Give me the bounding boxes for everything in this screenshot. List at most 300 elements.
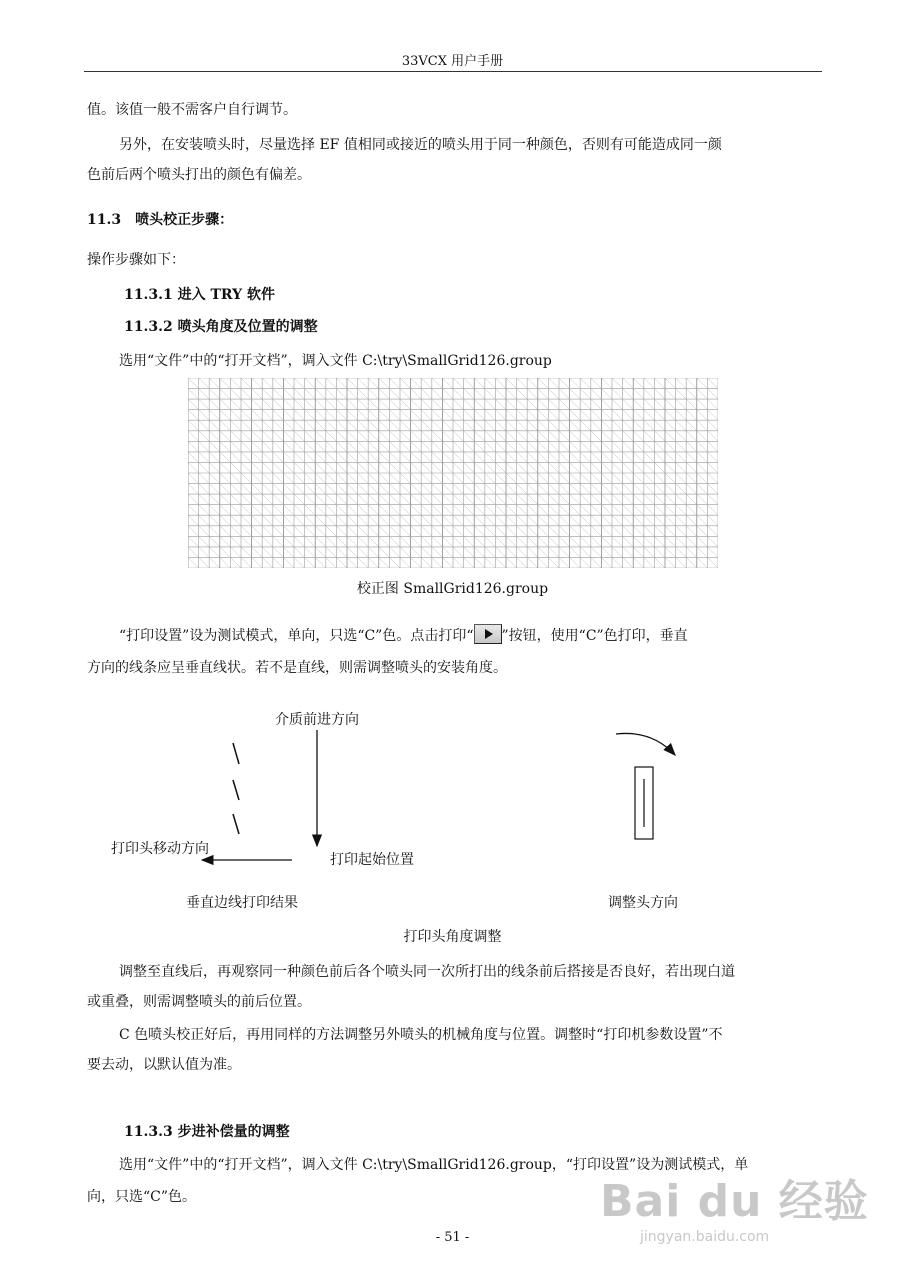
grid-diagonal-line: [453, 547, 464, 558]
grid-diagonal-line: [686, 494, 697, 505]
grid-diagonal-line: [654, 557, 665, 568]
grid-diagonal-line: [453, 441, 464, 452]
grid-diagonal-line: [358, 462, 369, 473]
grid-diagonal-line: [273, 473, 284, 484]
grid-diagonal-line: [633, 410, 644, 421]
grid-diagonal-line: [336, 431, 347, 442]
grid-diagonal-line: [453, 410, 464, 421]
grid-diagonal-line: [474, 505, 485, 516]
grid-diagonal-line: [252, 505, 263, 516]
grid-diagonal-line: [485, 557, 496, 568]
paragraph-install-line1: 另外，在安装喷头时，尽量选择 EF 值相同或接近的喷头用于同一种颜色，否则有可能造成同一颜: [119, 137, 722, 153]
grid-diagonal-line: [262, 557, 273, 568]
grid-diagonal-line: [591, 452, 602, 463]
grid-diagonal-line: [464, 420, 475, 431]
grid-diagonal-line: [644, 505, 655, 516]
grid-diagonal-line: [389, 389, 400, 400]
grid-diagonal-line: [442, 547, 453, 558]
grid-diagonal-line: [315, 399, 326, 410]
grid-diagonal-line: [697, 431, 708, 442]
grid-diagonal-line: [442, 452, 453, 463]
grid-diagonal-line: [697, 399, 708, 410]
grid-diagonal-line: [485, 462, 496, 473]
grid-diagonal-line: [442, 441, 453, 452]
grid-diagonal-line: [580, 378, 591, 389]
grid-diagonal-line: [686, 536, 697, 547]
grid-diagonal-line: [241, 526, 252, 537]
grid-diagonal-line: [686, 431, 697, 442]
grid-diagonal-line: [644, 378, 655, 389]
grid-diagonal-line: [389, 399, 400, 410]
grid-diagonal-line: [326, 431, 337, 442]
grid-diagonal-line: [697, 378, 708, 389]
grid-diagonal-line: [262, 526, 273, 537]
grid-diagonal-line: [389, 452, 400, 463]
grid-diagonal-line: [347, 515, 358, 526]
grid-diagonal-line: [517, 473, 528, 484]
grid-diagonal-line: [294, 494, 305, 505]
grid-diagonal-line: [538, 410, 549, 421]
grid-diagonal-line: [601, 473, 612, 484]
grid-diagonal-line: [283, 473, 294, 484]
grid-diagonal-line: [411, 410, 422, 421]
grid-diagonal-line: [432, 452, 443, 463]
grid-diagonal-line: [633, 441, 644, 452]
grid-diagonal-line: [548, 389, 559, 400]
grid-diagonal-line: [336, 505, 347, 516]
grid-diagonal-line: [294, 420, 305, 431]
grid-diagonal-line: [199, 420, 210, 431]
grid-diagonal-line: [432, 420, 443, 431]
steps-intro: 操作步骤如下：: [87, 252, 185, 268]
grid-diagonal-line: [283, 410, 294, 421]
grid-diagonal-line: [570, 547, 581, 558]
grid-diagonal-line: [527, 389, 538, 400]
grid-diagonal-line: [305, 505, 316, 516]
grid-diagonal-line: [305, 389, 316, 400]
paragraph-install-line2: 色前后两个喷头打出的颜色有偏差。: [87, 167, 311, 183]
grid-diagonal-line: [686, 473, 697, 484]
grid-diagonal-line: [230, 505, 241, 516]
grid-diagonal-line: [188, 484, 199, 495]
grid-diagonal-line: [358, 547, 369, 558]
grid-diagonal-line: [358, 473, 369, 484]
grid-diagonal-line: [612, 526, 623, 537]
grid-diagonal-line: [199, 410, 210, 421]
grid-diagonal-line: [336, 452, 347, 463]
grid-diagonal-line: [676, 484, 687, 495]
grid-diagonal-line: [305, 462, 316, 473]
grid-diagonal-line: [644, 473, 655, 484]
grid-diagonal-line: [538, 536, 549, 547]
page-header: 33VCX 用户手册: [401, 54, 504, 69]
print-instruction-part-a: “打印设置”设为测试模式，单向，只选“C”色。点击打印“: [119, 628, 474, 644]
grid-diagonal-line: [230, 536, 241, 547]
grid-diagonal-line: [421, 557, 432, 568]
grid-diagonal-line: [559, 410, 570, 421]
grid-diagonal-line: [580, 399, 591, 410]
grid-diagonal-line: [548, 484, 559, 495]
grid-diagonal-line: [432, 378, 443, 389]
grid-diagonal-line: [644, 410, 655, 421]
grid-diagonal-line: [676, 410, 687, 421]
grid-diagonal-line: [442, 431, 453, 442]
grid-diagonal-line: [538, 494, 549, 505]
paragraph-ef-value: 值。该值一般不需客户自行调节。: [87, 102, 297, 118]
grid-diagonal-line: [326, 484, 337, 495]
grid-diagonal-line: [580, 389, 591, 400]
grid-diagonal-line: [559, 536, 570, 547]
grid-diagonal-line: [495, 484, 506, 495]
grid-diagonal-line: [633, 547, 644, 558]
grid-diagonal-line: [644, 484, 655, 495]
grid-diagonal-line: [273, 526, 284, 537]
grid-diagonal-line: [262, 389, 273, 400]
grid-diagonal-line: [305, 410, 316, 421]
grid-diagonal-line: [665, 378, 676, 389]
grid-diagonal-line: [707, 547, 718, 558]
grid-diagonal-line: [220, 536, 231, 547]
grid-diagonal-line: [347, 547, 358, 558]
grid-diagonal-line: [358, 410, 369, 421]
grid-diagonal-line: [601, 431, 612, 442]
grid-diagonal-line: [411, 536, 422, 547]
grid-diagonal-line: [591, 557, 602, 568]
grid-diagonal-line: [379, 441, 390, 452]
print-start-label: 打印起始位置: [330, 852, 414, 868]
grid-diagonal-line: [676, 420, 687, 431]
grid-diagonal-line: [485, 494, 496, 505]
grid-diagonal-line: [580, 441, 591, 452]
grid-diagonal-line: [570, 505, 581, 516]
grid-diagonal-line: [453, 452, 464, 463]
grid-diagonal-line: [633, 473, 644, 484]
grid-diagonal-line: [686, 420, 697, 431]
grid-diagonal-line: [273, 399, 284, 410]
grid-diagonal-line: [421, 389, 432, 400]
grid-diagonal-line: [676, 431, 687, 442]
grid-diagonal-line: [336, 410, 347, 421]
grid-diagonal-line: [241, 378, 252, 389]
grid-diagonal-line: [527, 378, 538, 389]
grid-diagonal-line: [612, 420, 623, 431]
grid-diagonal-line: [633, 526, 644, 537]
grid-diagonal-line: [495, 515, 506, 526]
grid-diagonal-line: [686, 484, 697, 495]
grid-diagonal-line: [241, 410, 252, 421]
grid-diagonal-line: [559, 420, 570, 431]
grid-diagonal-line: [591, 515, 602, 526]
grid-diagonal-line: [654, 431, 665, 442]
grid-diagonal-line: [347, 399, 358, 410]
grid-diagonal-line: [464, 526, 475, 537]
grid-diagonal-line: [252, 494, 263, 505]
grid-diagonal-line: [400, 452, 411, 463]
section-title: 11.3 喷头校正步骤：: [87, 212, 234, 228]
grid-caption: 校正图 SmallGrid126.group: [356, 581, 549, 597]
grid-diagonal-line: [326, 494, 337, 505]
grid-diagonal-line: [326, 420, 337, 431]
grid-diagonal-line: [559, 557, 570, 568]
grid-diagonal-line: [676, 526, 687, 537]
grid-diagonal-line: [548, 515, 559, 526]
grid-diagonal-line: [368, 462, 379, 473]
grid-diagonal-line: [421, 399, 432, 410]
grid-diagonal-line: [209, 526, 220, 537]
grid-diagonal-line: [474, 557, 485, 568]
grid-diagonal-line: [570, 473, 581, 484]
head-move-direction-label: 打印头移动方向: [111, 841, 209, 857]
grid-diagonal-line: [368, 557, 379, 568]
grid-diagonal-line: [676, 505, 687, 516]
grid-diagonal-line: [506, 441, 517, 452]
grid-diagonal-line: [411, 505, 422, 516]
grid-diagonal-line: [220, 515, 231, 526]
grid-diagonal-line: [453, 515, 464, 526]
grid-diagonal-line: [559, 378, 570, 389]
grid-diagonal-line: [220, 494, 231, 505]
grid-diagonal-line: [570, 452, 581, 463]
grid-diagonal-line: [347, 494, 358, 505]
rotation-arrow-icon: [616, 733, 675, 755]
grid-diagonal-line: [358, 505, 369, 516]
grid-diagonal-line: [336, 473, 347, 484]
grid-diagonal-line: [252, 420, 263, 431]
grid-diagonal-line: [697, 452, 708, 463]
grid-diagonal-line: [654, 473, 665, 484]
grid-diagonal-line: [548, 462, 559, 473]
grid-diagonal-line: [188, 557, 199, 568]
grid-diagonal-line: [252, 526, 263, 537]
grid-diagonal-line: [538, 441, 549, 452]
grid-diagonal-line: [262, 515, 273, 526]
grid-diagonal-line: [538, 389, 549, 400]
grid-diagonal-line: [432, 473, 443, 484]
grid-diagonal-line: [644, 399, 655, 410]
grid-diagonal-line: [623, 473, 634, 484]
grid-diagonal-line: [633, 557, 644, 568]
grid-diagonal-line: [623, 505, 634, 516]
grid-diagonal-line: [453, 378, 464, 389]
grid-diagonal-line: [220, 526, 231, 537]
grid-diagonal-line: [474, 431, 485, 442]
grid-diagonal-line: [654, 515, 665, 526]
grid-diagonal-line: [442, 515, 453, 526]
grid-diagonal-line: [644, 431, 655, 442]
grid-diagonal-line: [601, 410, 612, 421]
grid-diagonal-line: [612, 494, 623, 505]
grid-diagonal-line: [453, 494, 464, 505]
grid-diagonal-line: [485, 410, 496, 421]
grid-diagonal-line: [241, 420, 252, 431]
grid-diagonal-line: [442, 494, 453, 505]
grid-diagonal-line: [220, 473, 231, 484]
grid-diagonal-line: [485, 420, 496, 431]
grid-diagonal-line: [517, 399, 528, 410]
grid-diagonal-line: [686, 515, 697, 526]
grid-diagonal-line: [389, 526, 400, 537]
grid-diagonal-line: [707, 557, 718, 568]
grid-diagonal-line: [188, 536, 199, 547]
grid-diagonal-line: [209, 515, 220, 526]
grid-diagonal-line: [315, 484, 326, 495]
grid-diagonal-line: [220, 547, 231, 558]
grid-diagonal-line: [517, 526, 528, 537]
grid-diagonal-line: [676, 473, 687, 484]
grid-diagonal-line: [283, 494, 294, 505]
grid-diagonal-line: [209, 399, 220, 410]
grid-diagonal-line: [707, 399, 718, 410]
grid-diagonal-line: [273, 505, 284, 516]
grid-diagonal-line: [654, 399, 665, 410]
grid-diagonal-line: [305, 452, 316, 463]
grid-diagonal-line: [506, 557, 517, 568]
grid-diagonal-line: [389, 473, 400, 484]
grid-diagonal-line: [697, 484, 708, 495]
grid-diagonal-line: [400, 515, 411, 526]
grid-diagonal-line: [432, 399, 443, 410]
step-paragraph-line1: 选用“文件”中的“打开文档”，调入文件 C:\try\SmallGrid126.group，“打印设置”设为测试模式，单: [119, 1157, 749, 1173]
grid-diagonal-line: [209, 420, 220, 431]
grid-diagonal-line: [199, 547, 210, 558]
grid-diagonal-line: [241, 473, 252, 484]
grid-diagonal-line: [389, 515, 400, 526]
grid-diagonal-line: [209, 494, 220, 505]
grid-diagonal-line: [241, 431, 252, 442]
grid-diagonal-line: [315, 452, 326, 463]
grid-diagonal-line: [358, 420, 369, 431]
grid-diagonal-line: [368, 484, 379, 495]
grid-diagonal-line: [209, 473, 220, 484]
grid-diagonal-line: [432, 557, 443, 568]
grid-diagonal-line: [294, 410, 305, 421]
grid-diagonal-line: [368, 410, 379, 421]
grid-diagonal-line: [400, 420, 411, 431]
grid-diagonal-line: [485, 441, 496, 452]
grid-diagonal-line: [633, 536, 644, 547]
grid-diagonal-line: [305, 441, 316, 452]
grid-diagonal-line: [347, 452, 358, 463]
grid-diagonal-line: [665, 484, 676, 495]
grid-diagonal-line: [548, 494, 559, 505]
grid-diagonal-line: [199, 462, 210, 473]
grid-diagonal-line: [697, 494, 708, 505]
grid-diagonal-line: [612, 441, 623, 452]
diagram-caption: 打印头角度调整: [403, 929, 502, 945]
grid-diagonal-line: [464, 462, 475, 473]
grid-diagonal-line: [453, 462, 464, 473]
grid-diagonal-line: [379, 505, 390, 516]
adjust-paragraph-line1: 调整至直线后，再观察同一种颜色前后各个喷头同一次所打出的线条前后搭接是否良好，若出现白道: [119, 964, 735, 980]
grid-diagonal-line: [368, 431, 379, 442]
grid-diagonal-line: [336, 547, 347, 558]
grid-diagonal-line: [548, 526, 559, 537]
grid-diagonal-line: [453, 536, 464, 547]
grid-diagonal-line: [538, 431, 549, 442]
grid-diagonal-line: [347, 431, 358, 442]
grid-diagonal-line: [506, 462, 517, 473]
grid-diagonal-line: [591, 462, 602, 473]
grid-diagonal-line: [474, 420, 485, 431]
grid-diagonal-line: [707, 484, 718, 495]
grid-diagonal-line: [538, 420, 549, 431]
grid-diagonal-line: [506, 473, 517, 484]
grid-diagonal-line: [273, 389, 284, 400]
grid-diagonal-line: [654, 547, 665, 558]
grid-diagonal-line: [654, 378, 665, 389]
grid-diagonal-line: [294, 557, 305, 568]
grid-diagonal-line: [612, 410, 623, 421]
grid-diagonal-line: [623, 515, 634, 526]
grid-diagonal-line: [209, 431, 220, 442]
grid-diagonal-line: [432, 462, 443, 473]
grid-diagonal-line: [273, 547, 284, 558]
grid-diagonal-line: [442, 557, 453, 568]
grid-diagonal-line: [400, 389, 411, 400]
grid-diagonal-line: [199, 399, 210, 410]
grid-diagonal-line: [601, 526, 612, 537]
grid-diagonal-line: [230, 557, 241, 568]
grid-diagonal-line: [559, 462, 570, 473]
grid-diagonal-line: [379, 557, 390, 568]
grid-diagonal-line: [686, 557, 697, 568]
grid-diagonal-line: [379, 420, 390, 431]
grid-diagonal-line: [654, 410, 665, 421]
grid-diagonal-line: [665, 431, 676, 442]
grid-diagonal-line: [241, 515, 252, 526]
grid-diagonal-line: [432, 505, 443, 516]
grid-diagonal-line: [665, 515, 676, 526]
grid-diagonal-line: [358, 494, 369, 505]
calibration-grid-figure: [188, 378, 718, 568]
grid-diagonal-line: [485, 473, 496, 484]
grid-diagonal-line: [273, 378, 284, 389]
grid-diagonal-line: [601, 536, 612, 547]
grid-diagonal-line: [591, 431, 602, 442]
grid-diagonal-line: [665, 536, 676, 547]
grid-diagonal-line: [665, 420, 676, 431]
grid-diagonal-line: [453, 431, 464, 442]
grid-diagonal-line: [570, 484, 581, 495]
grid-diagonal-line: [379, 526, 390, 537]
grid-diagonal-line: [389, 410, 400, 421]
grid-diagonal-line: [538, 473, 549, 484]
grid-diagonal-line: [527, 410, 538, 421]
grid-diagonal-line: [326, 441, 337, 452]
grid-diagonal-line: [538, 462, 549, 473]
grid-diagonal-line: [707, 526, 718, 537]
grid-diagonal-line: [421, 452, 432, 463]
grid-diagonal-line: [570, 378, 581, 389]
grid-diagonal-line: [379, 378, 390, 389]
grid-diagonal-line: [326, 536, 337, 547]
grid-diagonal-line: [400, 484, 411, 495]
grid-diagonal-line: [601, 557, 612, 568]
grid-diagonal-line: [230, 515, 241, 526]
grid-diagonal-line: [347, 473, 358, 484]
grid-diagonal-line: [591, 389, 602, 400]
grid-diagonal-line: [623, 420, 634, 431]
grid-diagonal-line: [368, 378, 379, 389]
grid-diagonal-line: [633, 378, 644, 389]
grid-diagonal-line: [220, 378, 231, 389]
grid-diagonal-line: [707, 494, 718, 505]
grid-diagonal-line: [676, 441, 687, 452]
grid-diagonal-line: [411, 399, 422, 410]
grid-diagonal-line: [538, 526, 549, 537]
grid-diagonal-line: [262, 547, 273, 558]
grid-diagonal-line: [262, 473, 273, 484]
